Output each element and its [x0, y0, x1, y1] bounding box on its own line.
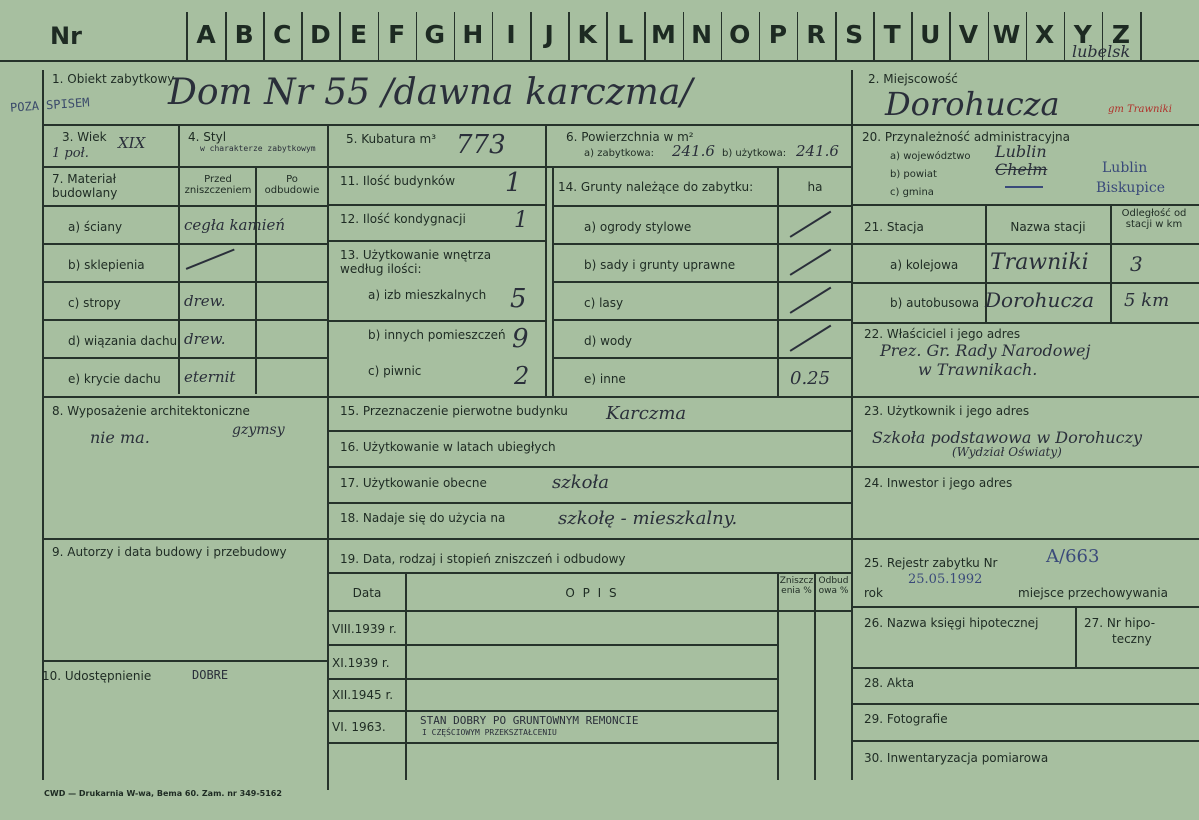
f12-value: 1 — [514, 208, 528, 233]
side-stamp: POZA SPISEM — [9, 95, 90, 115]
f3-value2: 1 poł. — [52, 146, 89, 161]
f21-label: 21. Stacja — [864, 220, 924, 234]
f6-label: 6. Powierzchnia w m² — [566, 130, 694, 144]
f7-row-line — [42, 357, 327, 359]
f21-b-km: 5 km — [1124, 290, 1170, 311]
letter-G: G — [424, 20, 446, 49]
letter-W: W — [992, 20, 1021, 49]
f25-label: 25. Rejestr zabytku Nr — [864, 556, 998, 570]
letter-P: P — [768, 20, 788, 49]
f6-val-a: 241.6 — [672, 142, 715, 160]
f10-value: DOBRE — [192, 668, 229, 682]
letter-E: E — [349, 20, 368, 49]
letter-U: U — [920, 20, 941, 49]
f7-col1: Przed zniszczeniem — [184, 174, 252, 196]
f19-row-date: XI.1939 r. — [332, 656, 390, 670]
f14-row-label: e) inne — [584, 372, 626, 386]
f19-row-line — [329, 742, 778, 744]
f21-col2: Odległość od stacji w km — [1121, 208, 1187, 230]
f12-label: 12. Ilość kondygnacji — [340, 212, 466, 226]
f25-rok-val: 25.05.1992 — [908, 572, 983, 587]
f7-label: 7. Materiał budowlany — [52, 172, 118, 200]
letter-I: I — [506, 20, 516, 49]
f20-c: c) gmina — [890, 187, 934, 198]
f19-row-date: VI. 1963. — [332, 720, 386, 734]
f14-unit: ha — [807, 180, 823, 194]
f28-label: 28. Akta — [864, 676, 915, 690]
nr-label: Nr — [50, 22, 82, 50]
f1-value: Dom Nr 55 /dawna karczma/ — [168, 72, 693, 113]
f4-value: w charakterze zabytkowym — [200, 144, 316, 153]
f19-label: 19. Data, rodzaj i stopień zniszczeń i odbudowy — [340, 552, 626, 566]
letter-A: A — [196, 20, 216, 49]
f13-a-val: 5 — [510, 284, 527, 314]
f21-a-km: 3 — [1130, 252, 1143, 276]
f14-blank-slash — [790, 325, 832, 352]
f6-val-b: 241.6 — [796, 142, 839, 160]
letter-Z: Z — [1111, 20, 1130, 49]
f14-row-label: c) lasy — [584, 296, 624, 310]
f7-row-line — [42, 319, 327, 321]
f10-label: 10. Udostępnienie — [42, 669, 152, 683]
f13-c-val: 2 — [514, 362, 530, 390]
f1-label: 1. Obiekt zabytkowy — [52, 72, 175, 86]
f19-row-date: VIII.1939 r. — [332, 622, 397, 636]
f13-b: b) innych pomieszczeń — [368, 328, 506, 342]
f20-b-val: Chełm — [995, 160, 1048, 179]
letter-B: B — [234, 20, 254, 49]
f23-label: 23. Użytkownik i jego adres — [864, 404, 1030, 418]
f23-value2: (Wydział Oświaty) — [952, 445, 1062, 459]
f14-label: 14. Grunty należące do zabytku: — [558, 180, 754, 194]
f14-row-label: d) wody — [584, 334, 632, 348]
f16-label: 16. Użytkowanie w latach ubiegłych — [340, 440, 556, 454]
f14-row-value: 0.25 — [790, 368, 831, 389]
letter-H: H — [462, 20, 484, 49]
f29-label: 29. Fotografie — [864, 712, 948, 726]
f20-a-val: Lublin — [995, 142, 1047, 161]
f18-value: szkołę - mieszkalny. — [558, 508, 738, 529]
f5-label: 5. Kubatura m³ — [346, 132, 437, 146]
letter-T: T — [883, 20, 901, 49]
f18-label: 18. Nadaje się do użycia na — [340, 511, 506, 525]
f2-note: gm Trawniki — [1108, 104, 1172, 115]
f22-value: Prez. Gr. Rady Narodowej — [880, 341, 1091, 360]
f7-row-value: cegła kamień — [184, 216, 286, 234]
f25-rok: rok — [864, 586, 883, 600]
f7-row-line — [42, 243, 327, 245]
letter-F: F — [388, 20, 406, 49]
f11-label: 11. Ilość budynków — [340, 174, 456, 188]
f7-row-value: drew. — [184, 292, 226, 310]
f6-sub-b: b) użytkowa: — [722, 148, 787, 159]
letter-K: K — [577, 20, 597, 49]
f11-value: 1 — [505, 168, 522, 198]
letter-divider — [1140, 12, 1142, 60]
f23-value: Szkoła podstawowa w Dorohuczy — [872, 428, 1143, 447]
letter-Y: Y — [1073, 20, 1092, 49]
letter-D: D — [310, 20, 331, 49]
footer-printer: CWD — Drukarnia W-wa, Bema 60. Zam. nr 349-5162 — [44, 789, 282, 798]
f19-col-desc: O P I S — [565, 586, 619, 600]
f19-col-d2: Odbudowa % — [818, 576, 849, 596]
f27-line1: 27. Nr hipo- — [1084, 616, 1156, 630]
f19-col-d1: Zniszczenia % — [779, 576, 814, 596]
f21-a: a) kolejowa — [890, 258, 959, 272]
f13-label: 13. Użytkowanie wnętrza według ilości: — [340, 248, 492, 276]
f22-value2: w Trawnikach. — [918, 360, 1038, 379]
f20-c-val: Biskupice — [1096, 180, 1166, 196]
f20-b-val2: Lublin — [1102, 160, 1148, 176]
f7-row-label: b) sklepienia — [68, 258, 145, 272]
f21-b: b) autobusowa — [890, 296, 980, 310]
f27-line2: teczny — [1112, 632, 1152, 646]
f13-a: a) izb mieszkalnych — [368, 288, 487, 302]
letter-L: L — [617, 20, 634, 49]
f2-label: 2. Miejscowość — [868, 72, 958, 86]
f4-label: 4. Styl — [188, 130, 227, 144]
f14-blank-slash — [790, 211, 832, 238]
f25-value: A/663 — [1046, 546, 1100, 567]
f7-row-value: drew. — [184, 330, 226, 348]
f14-row-line — [552, 281, 851, 283]
f19-row-line — [329, 678, 778, 680]
f30-label: 30. Inwentaryzacja pomiarowa — [864, 751, 1049, 765]
f19-row-desc: STAN DOBRY PO GRUNTOWNYM REMONCIE — [420, 714, 639, 727]
f9-label: 9. Autorzy i data budowy i przebudowy — [52, 545, 287, 559]
f8-label: 8. Wyposażenie architektoniczne — [52, 404, 250, 418]
f7-col2: Po odbudowie — [264, 174, 320, 196]
corner-note: lubelsk — [1072, 42, 1131, 61]
f26-label: 26. Nazwa księgi hipotecznej — [864, 616, 1039, 630]
f19-col-date: Data — [352, 586, 382, 600]
f13-b-val: 9 — [512, 324, 529, 354]
f7-row-label: c) stropy — [68, 296, 121, 310]
f17-label: 17. Użytkowanie obecne — [340, 476, 487, 490]
letter-O: O — [729, 20, 751, 49]
f14-row-label: b) sady i grunty uprawne — [584, 258, 736, 272]
letter-J: J — [544, 20, 554, 49]
f15-label: 15. Przeznaczenie pierwotne budynku — [340, 404, 568, 418]
f20-label: 20. Przynależność administracyjna — [862, 130, 1071, 144]
f8-note: gzymsy — [232, 422, 285, 438]
f7-row-label: a) ściany — [68, 220, 123, 234]
f21-col: Nazwa stacji — [1010, 220, 1086, 234]
f3-label: 3. Wiek — [62, 130, 107, 144]
f14-blank-slash — [790, 249, 832, 276]
f24-label: 24. Inwestor i jego adres — [864, 476, 1013, 490]
letter-R: R — [806, 20, 826, 49]
f5-value: 773 — [456, 130, 506, 160]
f2-value: Dorohucza — [885, 85, 1060, 123]
letter-V: V — [958, 20, 979, 49]
f8-value: nie ma. — [90, 428, 150, 447]
letter-N: N — [691, 20, 713, 49]
f17-value: szkoła — [552, 472, 610, 493]
f25-place: miejsce przechowywania — [1018, 586, 1168, 600]
letter-M: M — [651, 20, 676, 49]
f3-value: XIX — [118, 134, 146, 152]
f15-value: Karczma — [606, 403, 687, 424]
f13-c: c) piwnic — [368, 364, 422, 378]
f7-row-label: e) krycie dachu — [68, 372, 161, 386]
f7-row-value: eternit — [184, 368, 236, 386]
f7-row-line — [42, 281, 327, 283]
f19-row-desc2: I CZĘŚCIOWYM PRZEKSZTAŁCENIU — [422, 728, 557, 737]
f14-row-line — [552, 243, 851, 245]
f20-b: b) powiat — [890, 169, 937, 180]
f14-row-label: a) ogrody stylowe — [584, 220, 692, 234]
letter-C: C — [273, 20, 292, 49]
f19-row-line — [329, 710, 778, 712]
f14-blank-slash — [790, 287, 832, 314]
f14-row-line — [552, 319, 851, 321]
f6-sub-a: a) zabytkowa: — [584, 148, 654, 159]
f7-row-label: d) wiązania dachu — [68, 334, 178, 348]
f19-row-line — [329, 644, 778, 646]
f22-label: 22. Właściciel i jego adres — [864, 327, 1021, 341]
letter-X: X — [1035, 20, 1055, 49]
f7-blank-slash — [186, 249, 235, 270]
f21-b-name: Dorohucza — [985, 288, 1095, 312]
f19-row-date: XII.1945 r. — [332, 688, 394, 702]
f14-row-line — [552, 357, 851, 359]
letter-S: S — [845, 20, 864, 49]
f20-a: a) województwo — [890, 151, 971, 162]
f21-a-name: Trawniki — [990, 250, 1089, 275]
